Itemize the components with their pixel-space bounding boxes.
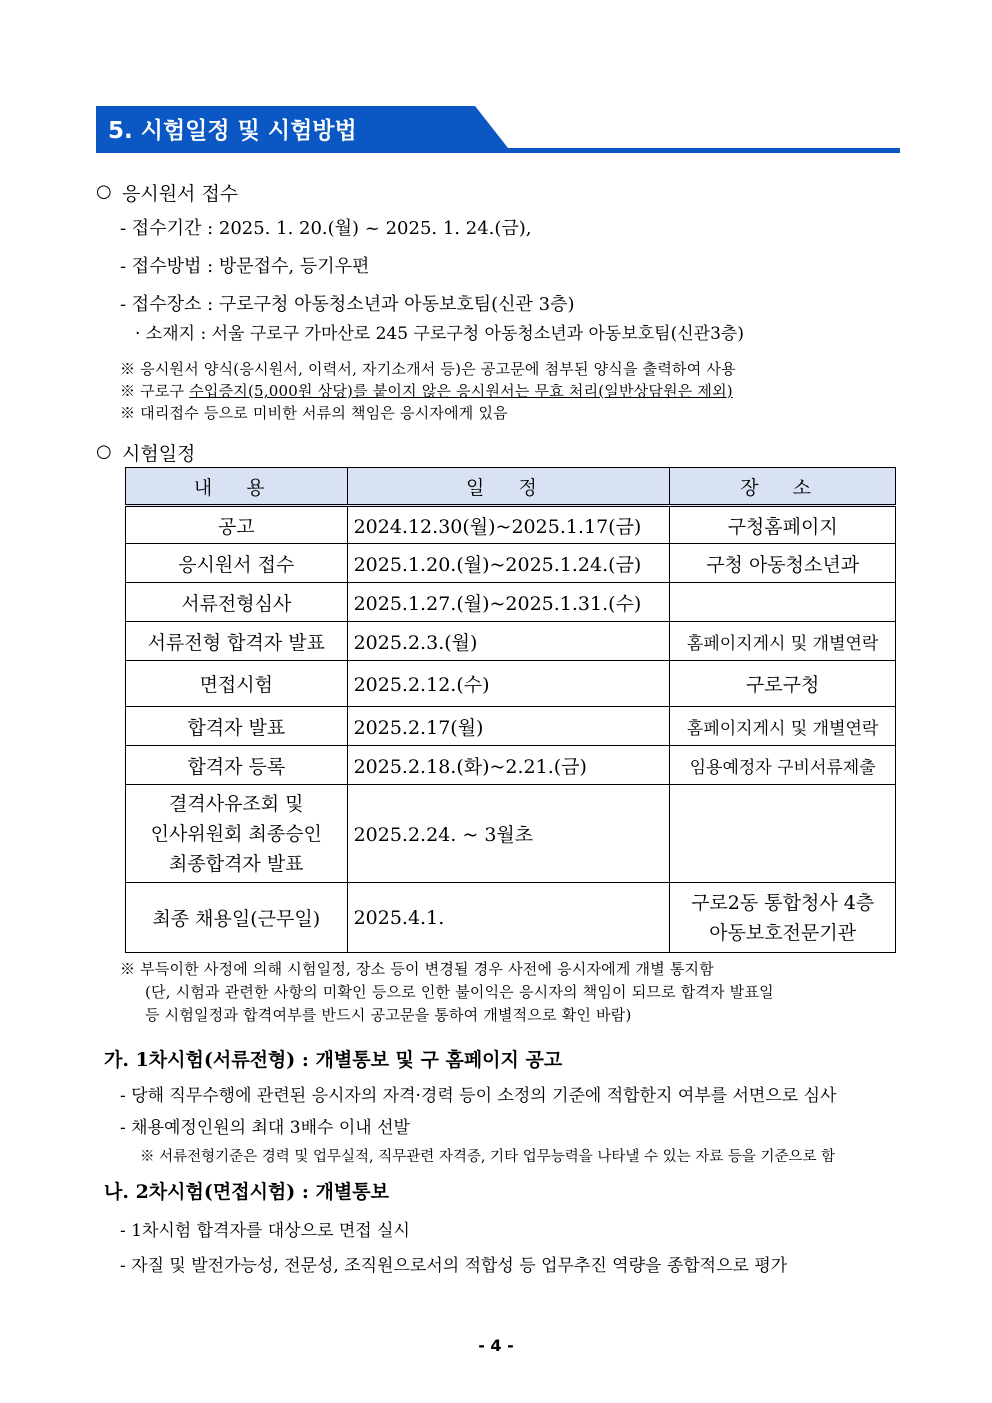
- page-number: - 4 -: [478, 1336, 514, 1355]
- row-content-line: 최종합격자 발표: [169, 852, 304, 875]
- row-place: [670, 883, 896, 953]
- row-date: 2025.2.24. ~ 3월초: [347, 785, 670, 883]
- stage1-line-1: - 당해 직무수행에 관련된 응시자의 자격·경력 등이 소정의 기준에 적합한지 여부를 서면으로 심사: [120, 1086, 837, 1106]
- row-date: 2025.1.27.(월)~2025.1.31.(수): [347, 583, 670, 622]
- schedule-heading: 시험일정: [122, 443, 196, 465]
- row-place-line: 아동보호전문기관: [709, 921, 857, 944]
- table-row: [126, 506, 896, 544]
- table-row: [126, 707, 896, 746]
- row-place: [670, 785, 896, 883]
- reception-place: - 접수장소 : 구로구청 아동청소년과 아동보호팀(신관 3층): [120, 294, 575, 315]
- row-content: 서류전형심사: [126, 583, 348, 622]
- schedule-note-1: ※ 부득이한 사정에 의해 시험일정, 장소 등이 변경될 경우 사전에 응시자에게 개별 통지함: [120, 960, 714, 978]
- row-place: 임용예정자 구비서류제출: [670, 746, 896, 785]
- reception-address: · 소재지 : 서울 구로구 가마산로 245 구로구청 아동청소년과 아동보호팀(신관3층): [135, 324, 744, 344]
- reception-note-2-prefix: ※ 구로구: [120, 382, 190, 400]
- circle-bullet-icon: ○: [96, 181, 112, 202]
- row-place: 구로구청: [670, 661, 896, 707]
- stage2-title: 나. 2차시험(면접시험) : 개별통보: [104, 1181, 389, 1203]
- header-place: 장 소: [670, 468, 896, 506]
- row-content: 응시원서 접수: [126, 544, 348, 583]
- section-title: 5. 시험일정 및 시험방법: [108, 118, 357, 144]
- row-content: 최종 채용일(근무일): [126, 883, 348, 953]
- stage2-line-1: - 1차시험 합격자를 대상으로 면접 실시: [120, 1221, 410, 1241]
- schedule-note-3: 등 시험일정과 합격여부를 반드시 공고문을 통하여 개별적으로 확인 바람): [145, 1006, 632, 1024]
- row-place: 홈페이지게시 및 개별연락: [670, 707, 896, 746]
- schedule-note-2: (단, 시험과 관련한 사항의 미확인 등으로 인한 불이익은 응시자의 책임이 되므로 합격자 발표일: [145, 983, 774, 1001]
- reception-note-2: [120, 380, 733, 401]
- row-content-line: 결격사유조회 및: [169, 792, 304, 815]
- stage1-note: ※ 서류전형기준은 경력 및 업무실적, 직무관련 자격증, 기타 업무능력을 나타낼 수 있는 자료 등을 기준으로 함: [140, 1149, 836, 1165]
- row-content: 합격자 발표: [126, 707, 348, 746]
- row-date: 2025.2.3.(월): [347, 622, 670, 661]
- row-place-line: 구로2동 통합청사 4층: [691, 891, 875, 914]
- row-date: 2025.1.20.(월)~2025.1.24.(금): [347, 544, 670, 583]
- row-date: 2025.4.1.: [347, 883, 670, 953]
- section-header-underline: [96, 148, 900, 153]
- table-row: [126, 746, 896, 785]
- reception-note-3: ※ 대리접수 등으로 미비한 서류의 책임은 응시자에게 있음: [120, 404, 508, 422]
- row-date: 2025.2.18.(화)~2.21.(금): [347, 746, 670, 785]
- row-content: [126, 785, 348, 883]
- section-header: [96, 106, 900, 154]
- stage1-line-2: - 채용예정인원의 최대 3배수 이내 선발: [120, 1118, 410, 1138]
- header-date: 일 정: [347, 468, 670, 506]
- table-row: [126, 661, 896, 707]
- reception-note-1: ※ 응시원서 양식(응시원서, 이력서, 자기소개서 등)은 공고문에 첨부된 양식을 출력하여 사용: [120, 360, 736, 378]
- stage1-title: 가. 1차시험(서류전형) : 개별통보 및 구 홈페이지 공고: [104, 1049, 563, 1071]
- reception-note-2-underlined: 수입증지(5,000원 상당)를 붙이지 않은 응시원서는 무효 처리(일반상담원은 제외): [189, 382, 733, 400]
- row-content: 합격자 등록: [126, 746, 348, 785]
- row-content-line: 인사위원회 최종승인: [150, 822, 322, 845]
- row-date: 2025.2.12.(수): [347, 661, 670, 707]
- row-date: 2025.2.17(월): [347, 707, 670, 746]
- reception-method: - 접수방법 : 방문접수, 등기우편: [120, 256, 370, 277]
- stage2-line-2: - 자질 및 발전가능성, 전문성, 조직원으로서의 적합성 등 업무추진 역량을 종합적으로 평가: [120, 1256, 788, 1276]
- table-header-row: [126, 468, 896, 506]
- header-content: 내 용: [126, 468, 348, 506]
- row-content: 서류전형 합격자 발표: [126, 622, 348, 661]
- table-row: [126, 622, 896, 661]
- row-place: 구청홈페이지: [670, 506, 896, 544]
- row-date: 2024.12.30(월)~2025.1.17(금): [347, 506, 670, 544]
- row-content: 면접시험: [126, 661, 348, 707]
- table-row: [126, 883, 896, 953]
- circle-bullet-icon: ○: [96, 441, 112, 462]
- row-place: 구청 아동청소년과: [670, 544, 896, 583]
- reception-period: - 접수기간 : 2025. 1. 20.(월) ~ 2025. 1. 24.(금),: [120, 218, 532, 239]
- reception-heading: 응시원서 접수: [122, 183, 239, 205]
- table-row: [126, 544, 896, 583]
- row-place: 홈페이지게시 및 개별연락: [670, 622, 896, 661]
- row-place: [670, 583, 896, 622]
- table-row: [126, 785, 896, 883]
- schedule-table: [125, 467, 896, 953]
- row-content: 공고: [126, 506, 348, 544]
- table-row: [126, 583, 896, 622]
